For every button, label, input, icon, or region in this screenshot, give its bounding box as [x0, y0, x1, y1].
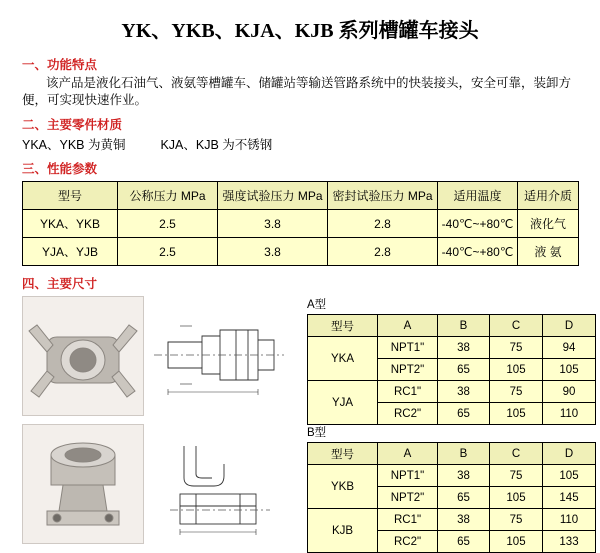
dim-a-cell: 65 [438, 359, 490, 381]
dim-b-header-cell: D [543, 443, 596, 465]
dim-a-header-cell: B [438, 315, 490, 337]
dim-b-cell: 145 [543, 487, 596, 509]
dim-b-header-cell: A [378, 443, 438, 465]
dim-a-header-row [308, 315, 596, 337]
coupling-drawing-a [150, 296, 290, 414]
dim-a-cell: RC2" [378, 403, 438, 425]
dim-b-cell: 65 [438, 531, 490, 553]
dim-b-cell: 65 [438, 487, 490, 509]
dim-a-cell: 75 [490, 381, 543, 403]
spec-cell: YJA、YJB [23, 238, 118, 266]
spec-header-cell: 公称压力 MPa [118, 182, 218, 210]
table-row [308, 465, 596, 487]
dimension-label-b: B型 [307, 427, 327, 439]
dim-a-header-cell: C [490, 315, 543, 337]
dimension-label-a: A型 [307, 299, 327, 311]
spec-header-cell: 适用温度 [438, 182, 518, 210]
features-paragraph: 该产品是液化石油气、液氨等槽罐车、储罐站等输送管路系统中的快装接头，安全可靠，装卸方便，可实现快速作业。 [22, 76, 572, 107]
dim-a-header-cell: D [543, 315, 596, 337]
section-heading-material: 二、主要零件材质 [22, 118, 123, 132]
table-row [23, 238, 579, 266]
spec-table [22, 181, 579, 266]
dim-b-cell: 75 [490, 465, 543, 487]
table-row [308, 509, 596, 531]
dim-b-cell: NPT2" [378, 487, 438, 509]
spec-cell: YKA、YKB [23, 210, 118, 238]
spec-cell: 2.5 [118, 210, 218, 238]
section-heading-features: 一、功能特点 [22, 58, 98, 72]
dim-b-header-cell: B [438, 443, 490, 465]
page-title: YK、YKB、KJA、KJB 系列槽罐车接头 [121, 20, 479, 42]
table-row [308, 381, 596, 403]
dim-a-model: YKA [308, 337, 378, 381]
spec-header-cell: 密封试验压力 MPa [328, 182, 438, 210]
spec-header-cell: 型号 [23, 182, 118, 210]
dim-a-cell: RC1" [378, 381, 438, 403]
figure-row-b [22, 424, 600, 546]
dim-b-cell: 38 [438, 465, 490, 487]
dim-a-cell: 105 [490, 403, 543, 425]
dim-b-header-cell: 型号 [308, 443, 378, 465]
spec-header-cell: 适用介质 [518, 182, 579, 210]
material-left-text: YKA、YKB 为黄铜 [22, 138, 126, 152]
dim-a-header-cell: 型号 [308, 315, 378, 337]
coupling-drawing-b [150, 424, 290, 542]
dim-a-cell: 94 [543, 337, 596, 359]
dim-a-cell: NPT2" [378, 359, 438, 381]
section-heading-spec: 三、性能参数 [22, 162, 98, 176]
dim-a-cell: 105 [490, 359, 543, 381]
dim-a-model: YJA [308, 381, 378, 425]
section-heading-size: 四、主要尺寸 [22, 277, 98, 291]
dim-b-cell: 105 [490, 487, 543, 509]
figure-row-a [22, 296, 600, 418]
spec-cell: 2.5 [118, 238, 218, 266]
dim-b-cell: 75 [490, 509, 543, 531]
spec-table-wrapper [22, 181, 600, 266]
dim-b-cell: RC2" [378, 531, 438, 553]
spec-cell: 2.8 [328, 210, 438, 238]
dim-b-header-cell: C [490, 443, 543, 465]
table-row [308, 337, 596, 359]
dim-a-cell: 110 [543, 403, 596, 425]
dim-a-cell: 75 [490, 337, 543, 359]
dim-b-cell: 105 [543, 465, 596, 487]
dim-b-cell: 38 [438, 509, 490, 531]
dim-b-cell: RC1" [378, 509, 438, 531]
dimension-table-b [307, 442, 596, 553]
spec-table-header-row [23, 182, 579, 210]
table-row [23, 210, 579, 238]
coupling-photo-b [22, 424, 144, 544]
dim-b-model: KJB [308, 509, 378, 553]
spec-cell: -40℃~+80℃ [438, 238, 518, 266]
spec-cell: 2.8 [328, 238, 438, 266]
dim-a-cell: 90 [543, 381, 596, 403]
spec-cell: 液 氨 [518, 238, 579, 266]
dimension-table-a [307, 314, 596, 425]
dim-a-cell: NPT1" [378, 337, 438, 359]
dim-a-cell: 105 [543, 359, 596, 381]
material-right-text: KJA、KJB 为不锈钢 [160, 138, 273, 152]
dim-b-cell: 133 [543, 531, 596, 553]
dim-a-header-cell: A [378, 315, 438, 337]
spec-header-cell: 强度试验压力 MPa [218, 182, 328, 210]
dim-a-cell: 38 [438, 337, 490, 359]
spec-cell: -40℃~+80℃ [438, 210, 518, 238]
dim-b-header-row [308, 443, 596, 465]
dim-a-cell: 65 [438, 403, 490, 425]
dim-b-cell: NPT1" [378, 465, 438, 487]
dimension-block-a [307, 296, 595, 425]
dimension-block-b [307, 424, 595, 553]
spec-cell: 液化气 [518, 210, 579, 238]
coupling-photo-a [22, 296, 144, 416]
dim-a-cell: 38 [438, 381, 490, 403]
material-line [22, 135, 600, 153]
spec-cell: 3.8 [218, 238, 328, 266]
dim-b-cell: 110 [543, 509, 596, 531]
dim-b-model: YKB [308, 465, 378, 509]
spec-cell: 3.8 [218, 210, 328, 238]
dim-b-cell: 105 [490, 531, 543, 553]
